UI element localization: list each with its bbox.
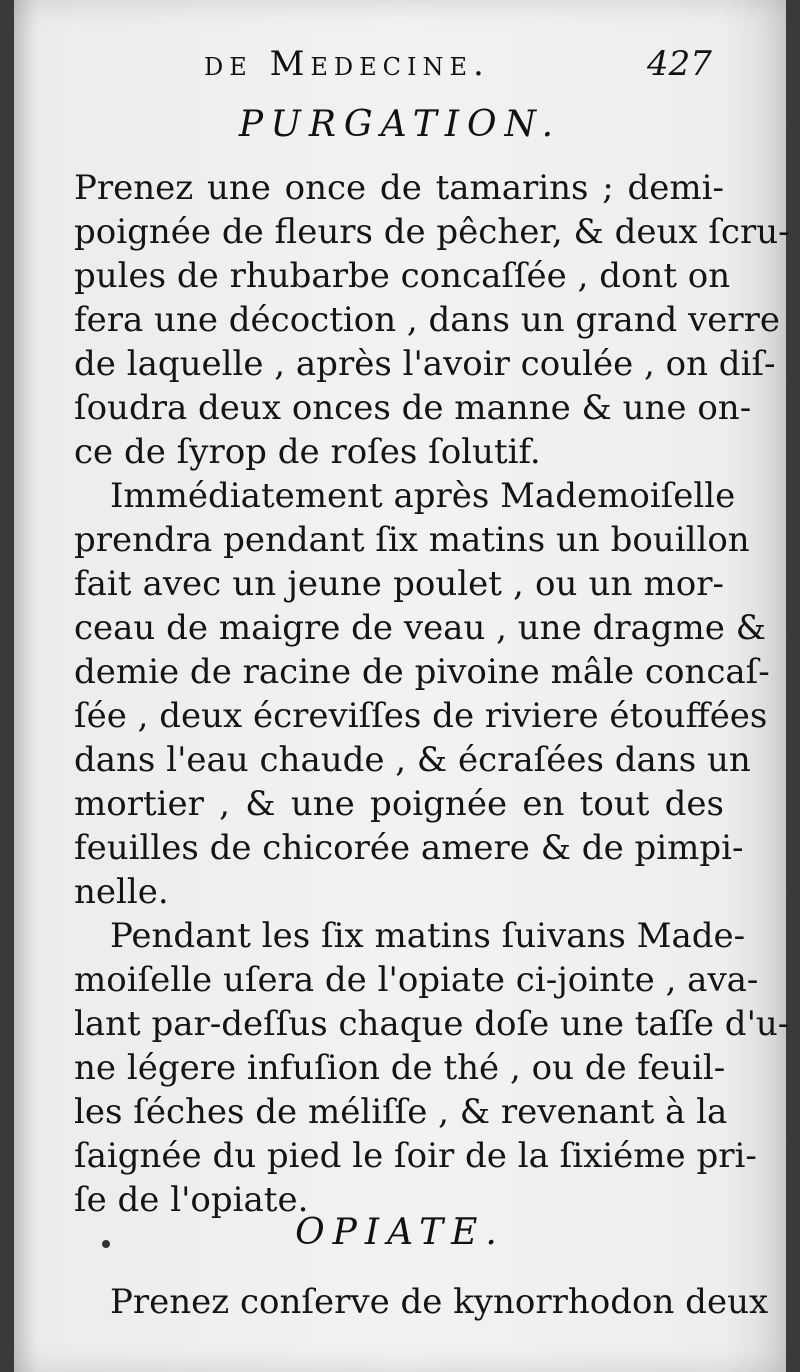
text-line: ſe de l'opiate. [74,1180,309,1220]
section-title-purgation: PURGATION. [238,104,562,145]
text-line: moiſelle uſera de l'opiate ci-jointe , ava- [74,960,759,1000]
text-line: dans l'eau chaude , & écraſées dans un [74,740,751,780]
section-title-opiate: OPIATE. [295,1212,505,1253]
book-page [14,0,790,1372]
text-line: ſoudra deux onces de manne & une on- [74,388,752,428]
text-line: Prenez une once de tamarins ; demi- [74,168,724,208]
text-line: mortier , & une poignée en tout des [74,784,724,824]
text-line: poignée de fleurs de pêcher, & deux ſcru- [74,212,790,252]
text-line: ce de ſyrop de roſes ſolutif. [74,432,541,472]
text-line: lant par-deſſus chaque doſe une taſſe d'u- [74,1004,790,1044]
page-number: 427 [647,44,712,84]
text-line: Immédiatement après Mademoiſelle [110,476,736,516]
text-line: prendra pendant ſix matins un bouillon [74,520,750,560]
ink-dot [102,1240,110,1248]
running-head [14,44,786,94]
text-line: fera une décoction , dans un grand verre [74,300,781,340]
text-line: feuilles de chicorée amere & de pimpi- [74,828,744,868]
text-line: Pendant les ſix matins ſuivans Made- [110,916,746,956]
text-line: ne légere infuſion de thé , ou de feuil- [74,1048,726,1088]
text-line: nelle. [74,872,169,912]
text-line: les ſéches de méliſſe , & revenant à la [74,1092,728,1132]
text-line: Prenez conſerve de kynorrhodon deux [110,1282,769,1322]
running-title: de Medecine. [204,44,490,84]
text-line: de laquelle , après l'avoir coulée , on diſ- [74,344,776,384]
text-line: ſaignée du pied le ſoir de la ſixiéme pri- [74,1136,757,1176]
text-line: fait avec un jeune poulet , ou un mor- [74,564,724,604]
text-line: ceau de maigre de veau , une dragme & [74,608,766,648]
text-line: demie de racine de pivoine mâle concaſ- [74,652,770,692]
text-line: ſée , deux écreviſſes de riviere étouffées [74,696,768,736]
text-line: pules de rhubarbe concaſſée , dont on [74,256,731,296]
